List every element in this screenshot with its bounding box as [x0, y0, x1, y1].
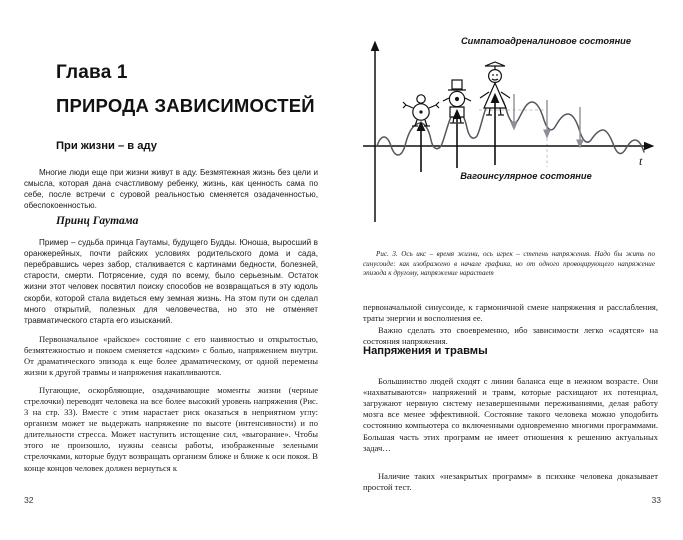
label-vagoinsular-text: Вагоинсулярное состояние [460, 171, 592, 181]
dashed-guides [479, 110, 547, 167]
paragraph-4: Пугающие, оскорбляющие, озадачивающие моменты жизни (черные стрелочки) переводят человека на все более высокий уровень напряжения (Рис. 3 на стр. 33). Вместе с этим нарастает риск оказаться в неприятном углу: организм может не выдержать напряжение по высоте (интенсивности) и по длительности стресса. Может наступить истощение сил, «выгорание». Чтобы этого не произошло, нужны сеансы работы, изображенные зелеными стрелочками, которые будут возвращать организм ближе и ближе к оси покоя. В конце концов человек должен вернуться к [24, 384, 318, 473]
label-sympathoadrenal-text: Симпатоадреналиновое состояние [460, 36, 632, 46]
right-page [341, 0, 683, 540]
paragraph-2: Пример – судьба принца Гаутамы, будущего Будды. Юноша, выросший в оранжерейных, почти райских условиях родительского дома и сада, перебравшись через забор, сталкивается с картинами бедности, болезней, старости, смерти. Потрясение, судя по всему, было серьезным. Остаток жизни этот человек посвятил поиску способов не возвращаться в эту юдоль скорби, которой стала видеться ему земная жизнь. На этом пути он сделал много открытий, полезных для человечества, но это не отменяет травматического старта его изысканий. [24, 238, 318, 325]
section-heading-napryazheniya-i-travmy: Напряжения и травмы [363, 345, 488, 357]
chapter-title: ПРИРОДА ЗАВИСИМОСТЕЙ [56, 95, 315, 116]
x-axis-label-t: t [639, 154, 643, 168]
figure-3-caption: Рис. 3. Ось икс – время жизни, ось игрек – степень напряжения. Надо бы жить по синусоиде: как изображено в начале графика, но от одного провоцирующего напряжение эпизода к другому, напряжение нарастает [363, 250, 655, 277]
right-paragraph-3: Большинство людей сходят с линии баланса еще в нежном возрасте. Они «нахватываются» напряжений и травм, которые расхищают их потенциал, загружают нервную систему незавершенными переживаниями, делая работу мозга все менее эффективной. Состояние такого человека можно уподобить состоянию компьютера со включенными одновременно многими программами. Большая часть этих программ не имеет отношения к решению актуальных задач… [363, 375, 658, 453]
gray-down-arrows [514, 94, 580, 144]
right-paragraph-2: Важно сделать это своевременно, ибо зависимости легко «садятся» на состояния напряжения. [363, 324, 658, 346]
right-paragraph-1: первоначальной синусоиде, к гармоничной смене напряжения и расслабления, траты энергии и восполнения ее. [363, 301, 658, 323]
left-page [0, 0, 341, 540]
figure-3-tension-curve [351, 22, 673, 232]
paragraph-1: Многие люди еще при жизни живут в аду. Безмятежная жизнь без цели и смысла, которая дана счастливому ребенку, жизнь, как ценность сама по себе, после встречи с суровой реальностью сменяется озадаченностью, обеспокоенностью. [24, 168, 318, 211]
chapter-number: Глава 1 [56, 62, 128, 83]
subheading-princ-gautama: Принц Гаутама [56, 215, 139, 227]
stick-figure-baby [403, 95, 439, 126]
page-number-right: 33 [651, 495, 661, 505]
page-number-left: 32 [24, 495, 34, 505]
label-sympathoadrenal-state [456, 35, 636, 47]
paragraph-3: Первоначальное «райское» состояние с его наивностью и открытостью, безмятежностью и покоем сменяется «адским» с болью, напряжением внутри. От драматического эпизода к еще более драматическому, от одной перемены жизни к другой травмы и напряжения накапливаются. [24, 333, 318, 378]
tension-chart-svg [351, 22, 673, 232]
right-paragraph-4: Наличие таких «незакрытых программ» в психике человека доказывает простой тест. [363, 470, 658, 492]
section-heading-pri-zhizni: При жизни – в аду [56, 140, 157, 152]
label-vagoinsular-state [436, 170, 616, 182]
